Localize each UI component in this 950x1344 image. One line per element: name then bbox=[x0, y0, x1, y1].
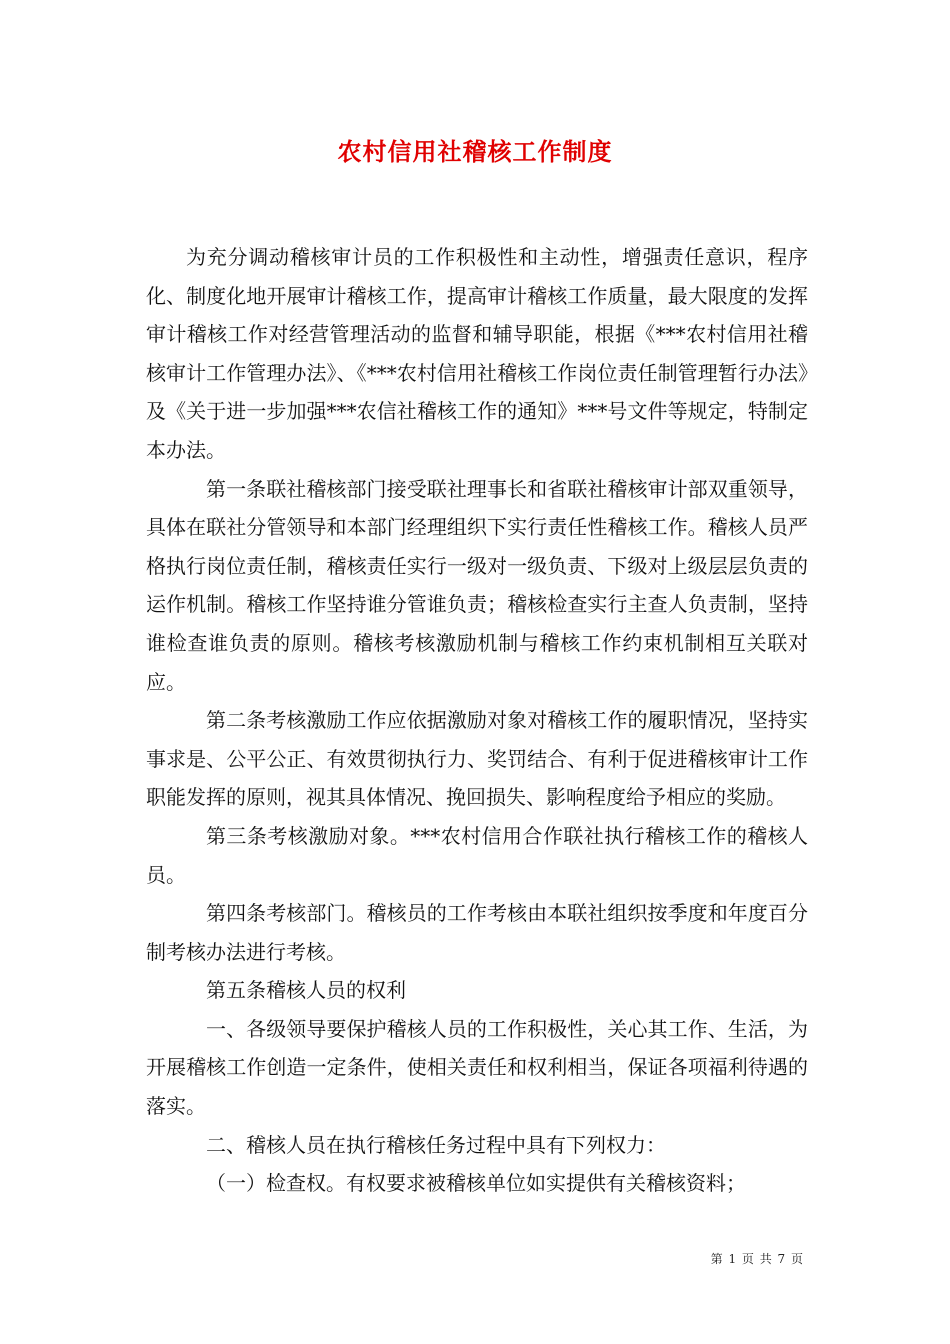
document-body bbox=[146, 238, 808, 1203]
article-5-heading: 第五条稽核人员的权利 bbox=[206, 978, 406, 1003]
article-1-paragraph: 第一条联社稽核部门接受联社理事长和省联社稽核审计部双重领导，具体在联社分管领导和本部门经理组织下实行责任性稽核工作。稽核人员严格执行岗位责任制，稽核责任实行一级对一级负责、下级对上级层层负责的运作机制。稽核工作坚持谁分管谁负责；稽核检查实行主查人负责制，坚持谁检查谁负责的原则。稽核考核激励机制与稽核工作约束机制相互关联对应。 bbox=[146, 476, 808, 694]
document-title: 农村信用社稽核工作制度 bbox=[337, 137, 613, 166]
intro-paragraph: 为充分调动稽核审计员的工作积极性和主动性，增强责任意识，程序化、制度化地开展审计稽核工作，提高审计稽核工作质量，最大限度的发挥审计稽核工作对经营管理活动的监督和辅导职能，根据《***农村信用社稽核审计工作管理办法》、《***农村信用社稽核工作岗位责任制管理暂行办法》及《关于进一步加强***农信社稽核工作的通知》***号文件等规定，特制定本办法。 bbox=[146, 245, 808, 462]
page-number: 第 1 页 共 7 页 bbox=[710, 1252, 804, 1266]
article-2-paragraph: 第二条考核激励工作应依据激励对象对稽核工作的履职情况，坚持实事求是、公平公正、有效贯彻执行力、奖罚结合、有利于促进稽核审计工作职能发挥的原则，视其具体情况、挽回损失、影响程度给予相应的奖励。 bbox=[146, 708, 808, 810]
rights-item-1-paragraph: 一、各级领导要保护稽核人员的工作积极性，关心其工作、生活，为开展稽核工作创造一定条件，使相关责任和权利相当，保证各项福利待遇的落实。 bbox=[146, 1016, 808, 1119]
article-4-paragraph: 第四条考核部门。稽核员的工作考核由本联社组织按季度和年度百分制考核办法进行考核。 bbox=[146, 901, 808, 964]
rights-item-2-paragraph: 二、稽核人员在执行稽核任务过程中具有下列权力： bbox=[206, 1132, 666, 1157]
rights-subitem-1-paragraph: （一）检查权。有权要求被稽核单位如实提供有关稽核资料； bbox=[206, 1171, 746, 1196]
article-3-paragraph: 第三条考核激励对象。***农村信用合作联社执行稽核工作的稽核人员。 bbox=[146, 823, 808, 887]
